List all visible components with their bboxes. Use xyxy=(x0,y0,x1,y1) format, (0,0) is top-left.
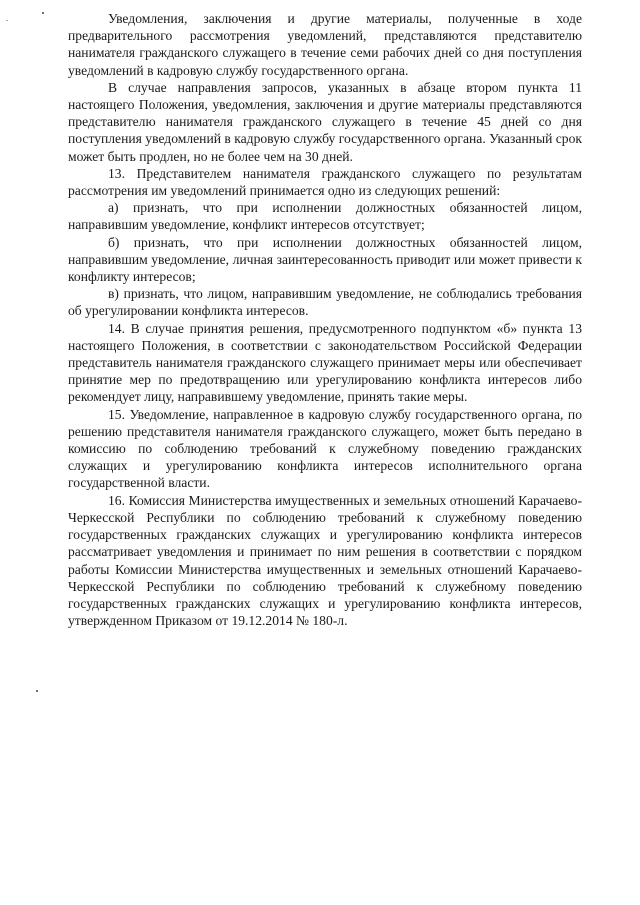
paragraph-item-16: 16. Комиссия Министерства имущественных и земельных отношений Карачаево-Черкесской Республики по соблюдению требований к служебному поведению государственных гражданских служащих и урегулированию конфликта интересов рассматривает уведомления и принимает по ним решения в соответствии с порядком работы Комиссии Министерства имущественных и земельных отношений Карачаево-Черкесской Республики по соблюдению требований к служебному поведению государственных гражданских служащих и урегулированию конфликта интересов, утвержденном Приказом от 19.12.2014 № 180-л. xyxy=(68,492,582,629)
document-body xyxy=(68,10,582,629)
scan-speck xyxy=(6,20,8,21)
paragraph-item-13-b: б) признать, что при исполнении должностных обязанностей лицом, направившим уведомление, личная заинтересованность приводит или может привести к конфликту интересов; xyxy=(68,234,582,285)
paragraph-item-15: 15. Уведомление, направленное в кадровую службу государственного органа, по решению представителя нанимателя гражданского служащего, может быть передано в комиссию по соблюдению требований к служебному поведению гражданских служащих и урегулированию конфликта интересов исполнительного органа государственной власти. xyxy=(68,406,582,491)
scan-speck xyxy=(36,690,38,692)
paragraph-materials-deadline: Уведомления, заключения и другие материалы, полученные в ходе предварительного рассмотрения уведомлений, представляются представителю нанимателя гражданского служащего в течение семи рабочих дней со дня поступления уведомлений в кадровую службу государственного органа. xyxy=(68,11,582,78)
paragraph-item-13-a: а) признать, что при исполнении должностных обязанностей лицом, направившим уведомление, конфликт интересов отсутствует; xyxy=(68,200,582,233)
paragraph-item-13: 13. Представителем нанимателя гражданского служащего по результатам рассмотрения им уведомлений принимается одно из следующих решений: xyxy=(68,165,582,199)
paragraph-requests-deadline: В случае направления запросов, указанных в абзаце втором пункта 11 настоящего Положения, уведомления, заключения и другие материалы представляются представителю нанимателя гражданского служащего в течение 45 дней со дня поступления уведомлений в кадровую службу государственного органа. Указанный срок может быть продлен, но не более чем на 30 дней. xyxy=(68,79,582,164)
scan-speck xyxy=(42,12,44,14)
paragraph-item-14: 14. В случае принятия решения, предусмотренного подпунктом «б» пункта 13 настоящего Положения, в соответствии с законодательством Российской Федерации представитель нанимателя гражданского служащего принимает меры или обеспечивает принятие мер по предотвращению или урегулированию конфликта интересов либо рекомендует лицу, направившему уведомление, принять такие меры. xyxy=(68,320,582,405)
paragraph-item-13-v: в) признать, что лицом, направившим уведомление, не соблюдались требования об урегулировании конфликта интересов. xyxy=(68,286,582,319)
